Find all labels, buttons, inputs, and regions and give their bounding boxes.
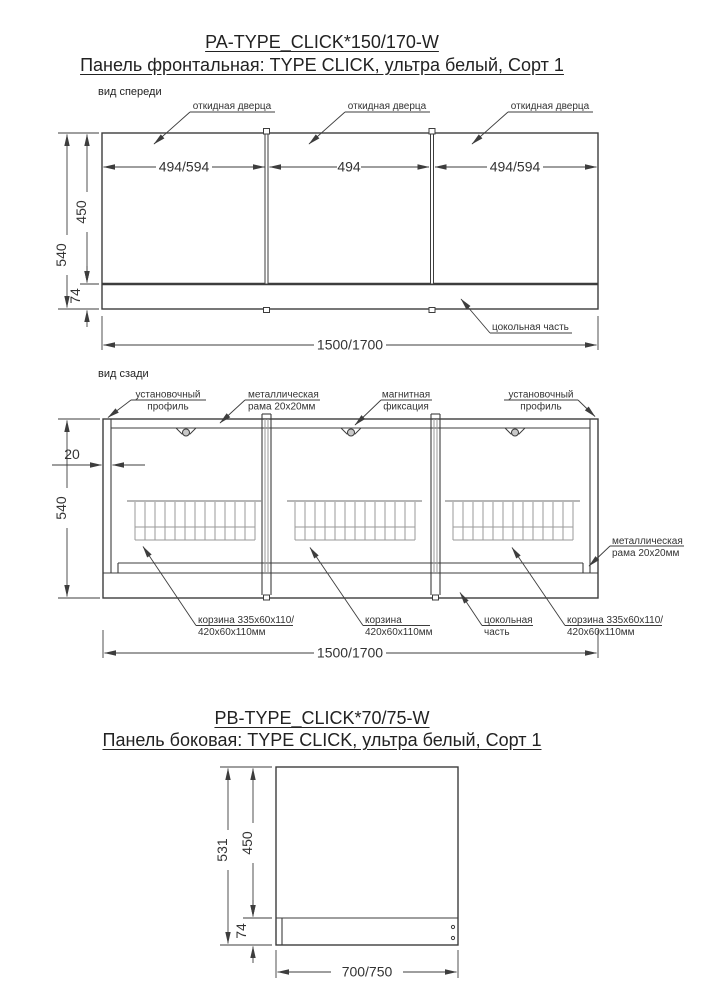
divider-clip — [264, 129, 270, 135]
dim-width-total: 1500/1700 — [316, 336, 384, 353]
front-height-dimensions — [53, 133, 99, 327]
basket-bars — [135, 502, 255, 540]
side-dimensions — [214, 767, 458, 980]
frame-right-callout-line2: рама 20x20мм — [612, 548, 680, 559]
dim-profile-width: 20 — [64, 446, 80, 462]
back-view-label: вид сзади — [98, 368, 149, 380]
back-dividers — [262, 414, 440, 600]
plinth-back-callout-line1: цокольная — [484, 615, 533, 626]
dim-height-total: 540 — [53, 243, 69, 267]
dim-door-right: 494/594 — [489, 158, 541, 175]
door-callout-3: откидная дверца — [510, 101, 590, 112]
magnet-callout-line1: магнитная — [381, 389, 431, 401]
magnet-callout-line2: фиксация — [383, 401, 429, 413]
product-a-title: Панель фронтальная: TYPE CLICK, ультра белый, Сорт 1 — [80, 55, 564, 75]
basket-mid-callout-line2: 420x60x110мм — [365, 627, 433, 638]
back-view-drawing — [52, 390, 684, 661]
product-b-code: PB-TYPE_CLICK*70/75-W — [214, 708, 430, 728]
profile-left-callout-line1: установочный — [135, 389, 201, 401]
front-door-callouts — [154, 101, 593, 144]
divider-clip — [429, 308, 435, 313]
door-callout-2: откидная дверца — [347, 101, 427, 112]
dim-side-width: 700/750 — [341, 963, 393, 980]
baskets — [127, 501, 580, 540]
magnet — [512, 429, 519, 436]
basket-bars — [453, 502, 573, 540]
profile-right-callout-line1: установочный — [508, 389, 574, 401]
basket-bars — [295, 502, 415, 540]
divider-foot — [433, 595, 439, 600]
product-b-title: Панель боковая: TYPE CLICK, ультра белый, Сорт 1 — [102, 730, 542, 750]
divider-clip — [429, 129, 435, 135]
dim-door-mid: 494 — [337, 158, 361, 175]
door-callout-1: откидная дверца — [192, 101, 272, 112]
product-a-code: PA-TYPE_CLICK*150/170-W — [205, 32, 439, 52]
front-view-drawing — [53, 101, 598, 353]
side-panel-outline — [276, 767, 458, 945]
frame-top-callout-line2: рама 20x20мм — [248, 401, 316, 413]
dim-side-panel-height: 450 — [239, 831, 255, 855]
magnet — [183, 429, 190, 436]
dim-side-plinth: 74 — [233, 923, 249, 939]
dim-side-height: 531 — [214, 838, 230, 862]
plinth-screw — [451, 936, 454, 939]
profile-right-callout-line2: профиль — [520, 401, 562, 413]
dim-door-height: 450 — [73, 200, 89, 224]
dim-plinth-height: 74 — [67, 288, 83, 304]
basket-right-callout-line2: 420x60x110мм — [567, 627, 635, 638]
plinth-screw — [451, 925, 454, 928]
frame-right-callout — [589, 536, 684, 566]
basket-left-callout-line1: корзина 335x60x110/ — [198, 615, 295, 626]
profile-left-callout-line2: профиль — [147, 401, 189, 413]
dim-back-height: 540 — [53, 496, 69, 520]
magnet — [348, 429, 355, 436]
frame-right-callout-line1: металлическая — [612, 536, 683, 547]
front-plinth-callout — [461, 299, 572, 333]
back-bottom-callouts — [143, 547, 663, 639]
side-view-drawing — [214, 767, 458, 980]
basket-right-callout-line1: корзина 335x60x110/ — [567, 615, 664, 626]
front-view-label: вид спереди — [98, 86, 162, 98]
divider-clip — [264, 308, 270, 313]
basket-mid-callout-line1: корзина — [365, 615, 402, 626]
basket-left-callout-line2: 420x60x110мм — [198, 627, 266, 638]
back-panel — [103, 419, 598, 598]
dim-door-left: 494/594 — [158, 158, 210, 175]
front-door-dimensions — [104, 159, 597, 175]
frame-top-callout-line1: металлическая — [248, 389, 319, 401]
magnet-fixtures — [176, 428, 525, 436]
dim-back-width: 1500/1700 — [316, 644, 384, 661]
plinth-callout: цокольная часть — [492, 322, 569, 333]
plinth-back-callout-line2: часть — [484, 627, 510, 638]
back-panel-outline — [103, 419, 598, 598]
divider-foot — [264, 595, 270, 600]
